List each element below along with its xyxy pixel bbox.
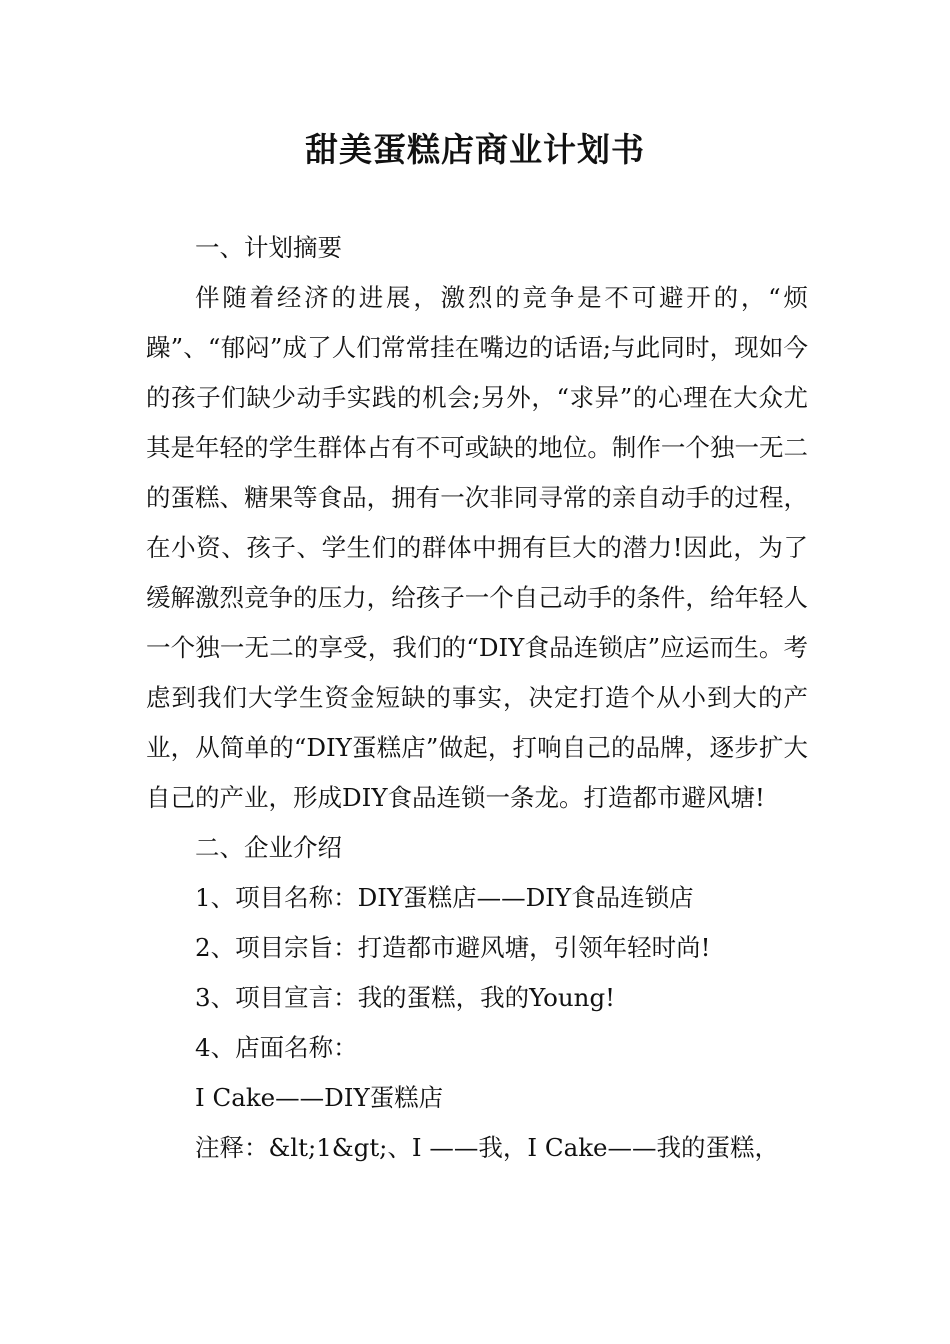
section-heading-summary: 一、计划摘要 <box>195 233 342 262</box>
list-item-project-slogan: 3、项目宣言：我的蛋糕，我的Young! <box>195 983 615 1012</box>
summary-paragraph: 伴随着经济的进展，激烈的竞争是不可避开的，“烦躁”、“郁闷”成了人们常常挂在嘴边的话语;与此同时，现如今的孩子们缺少动手实践的机会;另外，“求异”的心理在大众尤其是年轻的学生群体占有不可或缺的地位。制作一个独一无二的蛋糕、糖果等食品，拥有一次非同寻常的亲自动手的过程，在小资、孩子、学生们的群体中拥有巨大的潜力!因此，为了缓解激烈竞争的压力，给孩子一个自己动手的条件，给年轻人一个独一无二的享受，我们的“DIY食品连锁店”应运而生。考虑到我们大学生资金短缺的事实，决定打造个从小到大的产业，从简单的“DIY蛋糕店”做起，打响自己的品牌，逐步扩大自己的产业，形成DIY食品连锁一条龙。打造都市避风塘! <box>146 283 808 812</box>
list-item-project-purpose: 2、项目宗旨：打造都市避风塘，引领年轻时尚! <box>195 933 711 962</box>
document-body <box>146 223 808 1173</box>
list-item-project-name: 1、项目名称：DIY蛋糕店——DIY食品连锁店 <box>195 883 694 912</box>
store-name-value: I Cake——DIY蛋糕店 <box>195 1083 444 1112</box>
document-title: 甜美蛋糕店商业计划书 <box>305 130 645 169</box>
list-item-store-name: 4、店面名称： <box>195 1033 358 1062</box>
note-text: 注释：&lt;1&gt;、I ——我，I Cake——我的蛋糕， <box>195 1133 780 1162</box>
section-heading-company: 二、企业介绍 <box>195 833 342 862</box>
